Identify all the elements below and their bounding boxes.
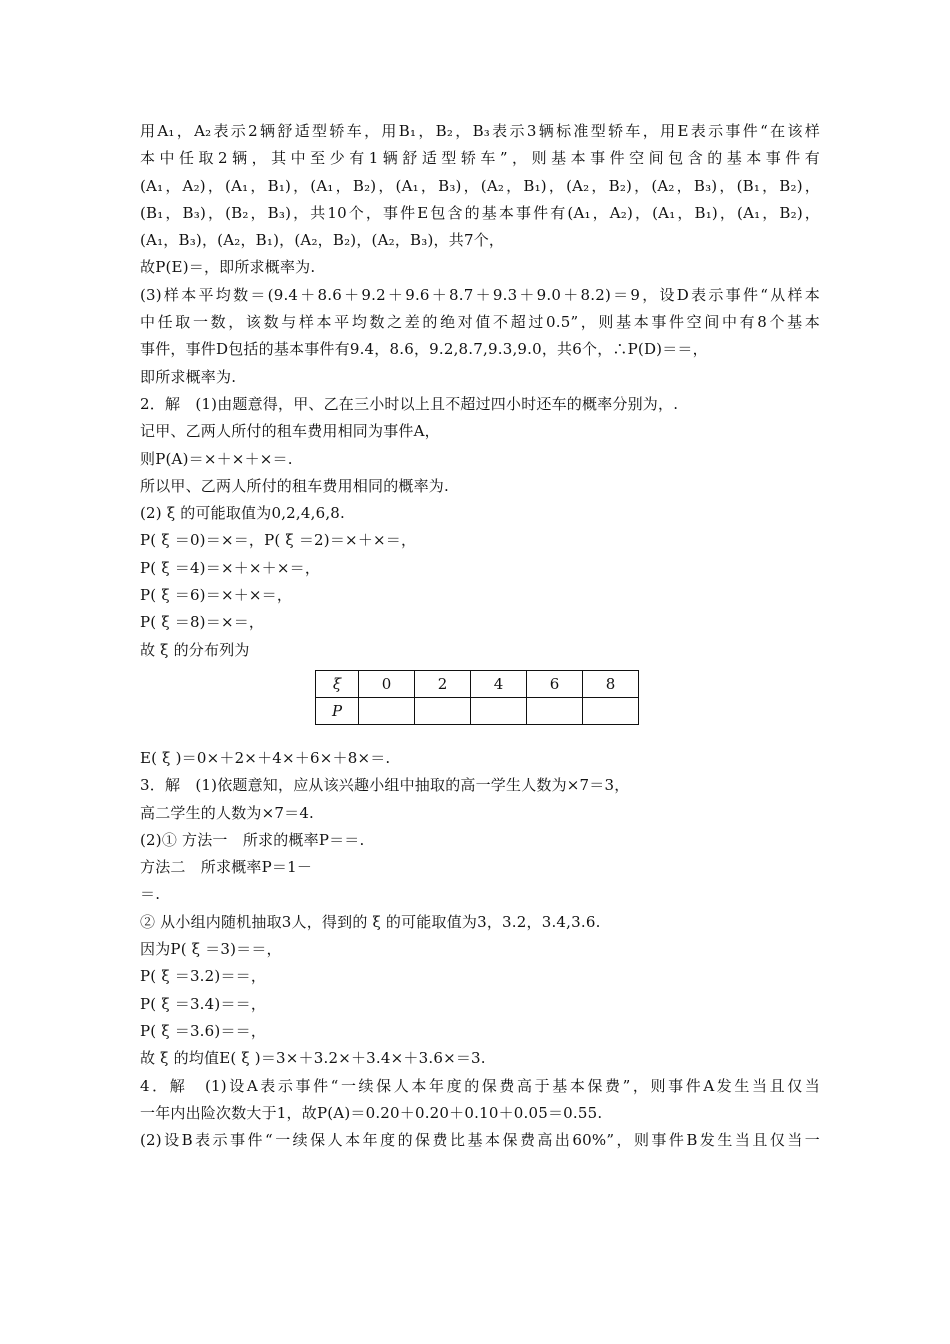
text-line: 用A₁，A₂表示2辆舒适型轿车，用B₁，B₂，B₃表示3辆标准型轿车，用E表示事件“在该样: [140, 122, 820, 140]
table-cell: 4: [471, 670, 527, 697]
table-cell: P: [316, 697, 359, 724]
spacer: [140, 731, 820, 745]
table-row: [316, 670, 639, 697]
table-cell: 8: [583, 670, 639, 697]
table-cell: [415, 697, 471, 724]
text-line: 则P(A)＝×＋×＋×＝.: [140, 449, 293, 468]
text-line: E( ξ )＝0×＋2×＋4×＋6×＋8×＝.: [140, 748, 391, 767]
text-line: P( ξ ＝3.2)＝＝，: [140, 967, 267, 986]
table-cell: 6: [527, 670, 583, 697]
text-block-top: [140, 118, 820, 664]
text-line: 本中任取2辆，其中至少有1辆舒适型轿车”，则基本事件空间包含的基本事件有: [140, 149, 820, 168]
text-line: (2)设B表示事件“一续保人本年度的保费比基本保费高出60%”，则事件B发生当且仅当一: [140, 1131, 820, 1150]
text-line: 4．解 (1)设A表示事件“一续保人本年度的保费高于基本保费”，则事件A发生当且仅当: [140, 1076, 820, 1095]
text-line: ② 从小组内随机抽取3人，得到的 ξ 的可能取值为3，3.2，3.4,3.6.: [140, 912, 601, 931]
text-line: (B₁，B₃)，(B₂，B₃)，共10个，事件E包含的基本事件有(A₁，A₂)，(A₁，B₁)，(A₁，B₂)，: [140, 203, 820, 222]
text-line: 所以甲、乙两人所付的租车费用相同的概率为.: [140, 476, 449, 495]
text-line: P( ξ ＝6)＝×＋×＝，: [140, 586, 293, 605]
table-cell: [527, 697, 583, 724]
table-cell: [471, 697, 527, 724]
text-block-bottom: [140, 745, 820, 1154]
text-line: 高二学生的人数为×7＝4.: [140, 803, 315, 822]
text-line: ＝.: [140, 885, 161, 904]
table-cell: 2: [415, 670, 471, 697]
text-line: (2) ξ 的可能取值为0,2,4,6,8.: [140, 504, 346, 523]
text-line: 故 ξ 的分布列为: [140, 640, 250, 659]
text-line: 记甲、乙两人所付的租车费用相同为事件A，: [140, 422, 440, 441]
distribution-table: [315, 670, 639, 725]
text-line: (A₁，A₂)，(A₁，B₁)，(A₁，B₂)，(A₁，B₃)，(A₂，B₁)，(A₂，B₂)，(A₂，B₃)，(B₁，B₂)，: [140, 176, 820, 195]
text-line: 事件，事件D包括的基本事件有9.4，8.6，9.2,8.7,9.3,9.0，共6个，∴P(D)＝＝，: [140, 340, 708, 359]
text-line: 故 ξ 的均值E( ξ )＝3×＋3.2×＋3.4×＋3.6×＝3.: [140, 1049, 486, 1068]
table-cell: [359, 697, 415, 724]
text-line: 3．解 (1)依题意知，应从该兴趣小组中抽取的高一学生人数为×7＝3，: [140, 776, 630, 795]
text-line: 中任取一数，该数与样本平均数之差的绝对值不超过0.5”，则基本事件空间中有8个基本: [140, 313, 820, 332]
text-line: P( ξ ＝3.6)＝＝，: [140, 1021, 267, 1040]
table-cell: [583, 697, 639, 724]
text-line: P( ξ ＝4)＝×＋×＋×＝，: [140, 558, 321, 577]
text-line: 因为P( ξ ＝3)＝＝，: [140, 940, 282, 959]
text-line: (2)① 方法一 所求的概率P＝＝.: [140, 830, 365, 849]
text-line: (A₁，B₃)，(A₂，B₁)，(A₂，B₂)，(A₂，B₃)，共7个，: [140, 231, 505, 250]
text-line: P( ξ ＝0)＝×＝，P( ξ ＝2)＝×＋×＝，: [140, 531, 417, 550]
table-cell: ξ: [316, 670, 359, 697]
text-line: 方法二 所求概率P＝1－: [140, 858, 313, 877]
text-line: P( ξ ＝3.4)＝＝，: [140, 994, 267, 1013]
text-line: P( ξ ＝8)＝×＝，: [140, 613, 265, 632]
text-line: (3)样本平均数＝(9.4＋8.6＋9.2＋9.6＋8.7＋9.3＋9.0＋8.2)＝9，设D表示事件“从样本: [140, 285, 820, 304]
table-row: [316, 697, 639, 724]
text-line: 故P(E)＝，即所求概率为.: [140, 258, 316, 277]
text-line: 即所求概率为.: [140, 367, 237, 386]
text-line: 2．解 (1)由题意得，甲、乙在三小时以上且不超过四小时还车的概率分别为，.: [140, 394, 679, 413]
table-cell: 0: [359, 670, 415, 697]
text-line: 一年内出险次数大于1，故P(A)＝0.20＋0.20＋0.10＋0.05＝0.55.: [140, 1103, 603, 1122]
